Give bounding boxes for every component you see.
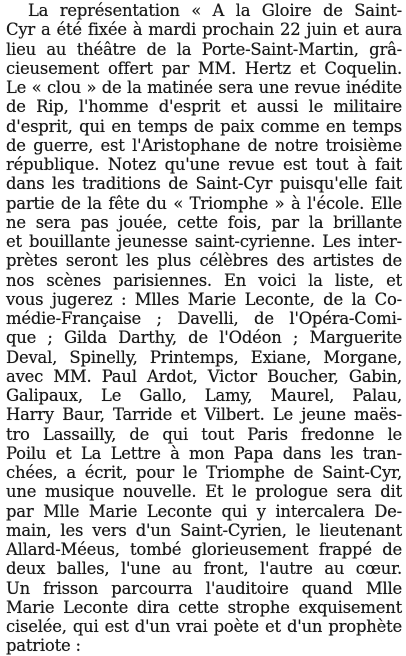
newspaper-clipping — [6, 1, 402, 656]
article-line: ciselée, qui est d'un vrai poète et d'un prophète — [6, 617, 402, 636]
article-line: Le « clou » de la matinée sera une revue inédite — [6, 78, 402, 97]
article-line: La représentation « A la Gloire de Saint- — [28, 1, 402, 20]
article-line: Un frisson parcourra l'auditoire quand Mlle — [6, 578, 402, 598]
article-line: république. Notez qu'une revue est tout à fait — [6, 155, 402, 174]
article-line: médie-Française ; Davelli, de l'Opéra-Comi- — [6, 309, 402, 328]
article-line: tro Lassailly, de qui tout Paris fredonne le — [6, 424, 402, 444]
article-line: prètes seront les plus célèbres des artistes de — [6, 251, 402, 271]
article-line: Cyr a été fixée à mardi prochain 22 juin et aura — [6, 20, 402, 40]
article-line: que ; Gilda Darthy, de l'Odéon ; Marguerite — [6, 328, 402, 348]
article-line: Poilu et La Lettre à mon Papa dans les tran- — [6, 443, 402, 463]
article-line: main, les vers d'un Saint-Cyrien, le lieutenant — [6, 520, 402, 540]
article-line: de Rip, l'homme d'esprit et aussi le militaire — [6, 97, 402, 117]
article-line: nos scènes parisiennes. En voici la liste, et — [6, 270, 402, 290]
article-line: Galipaux, Le Gallo, Lamy, Maurel, Palau, — [6, 386, 402, 405]
article-line: lieu au théâtre de la Porte-Saint-Martin, grâ- — [6, 39, 402, 59]
article-line: chées, a écrit, pour le Triomphe de Saint-Cyr, — [6, 463, 402, 482]
article-line: une musique nouvelle. Et le prologue sera dit — [6, 482, 402, 502]
article-line: et bouillante jeunesse saint-cyrienne. Les inter- — [6, 232, 402, 251]
article-line: avec MM. Paul Ardot, Victor Boucher, Gabin, — [6, 366, 402, 386]
article-line: d'esprit, qui en temps de paix comme en temps — [6, 116, 402, 136]
article-paragraph — [6, 1, 402, 656]
article-line: Deval, Spinelly, Printemps, Exiane, Morgane, — [6, 347, 402, 367]
article-line: Allard-Méeus, tombé glorieusement frappé de — [6, 540, 402, 559]
article-line: patriote : — [6, 636, 81, 656]
article-line: ne sera pas jouée, cette fois, par la brillante — [6, 212, 402, 232]
article-line: partie de la fête du « Triomphe » à l'école. Elle — [6, 193, 402, 213]
article-line: deux balles, l'une au front, l'autre au cœur. — [6, 559, 402, 579]
article-line: Marie Leconte dira cette strophe exquisement — [6, 597, 402, 617]
article-line: vous jugerez : Mlles Marie Leconte, de la Co- — [6, 289, 402, 309]
article-line: dans les traditions de Saint-Cyr puisqu'elle fait — [6, 174, 402, 194]
article-line: de guerre, est l'Aristophane de notre troisième — [6, 135, 402, 155]
article-line: Harry Baur, Tarride et Vilbert. Le jeune maës- — [6, 405, 402, 425]
article-line: par Mlle Marie Leconte qui y intercalera De- — [6, 501, 402, 521]
article-line: cieusement offert par MM. Hertz et Coquelin. — [6, 58, 402, 78]
